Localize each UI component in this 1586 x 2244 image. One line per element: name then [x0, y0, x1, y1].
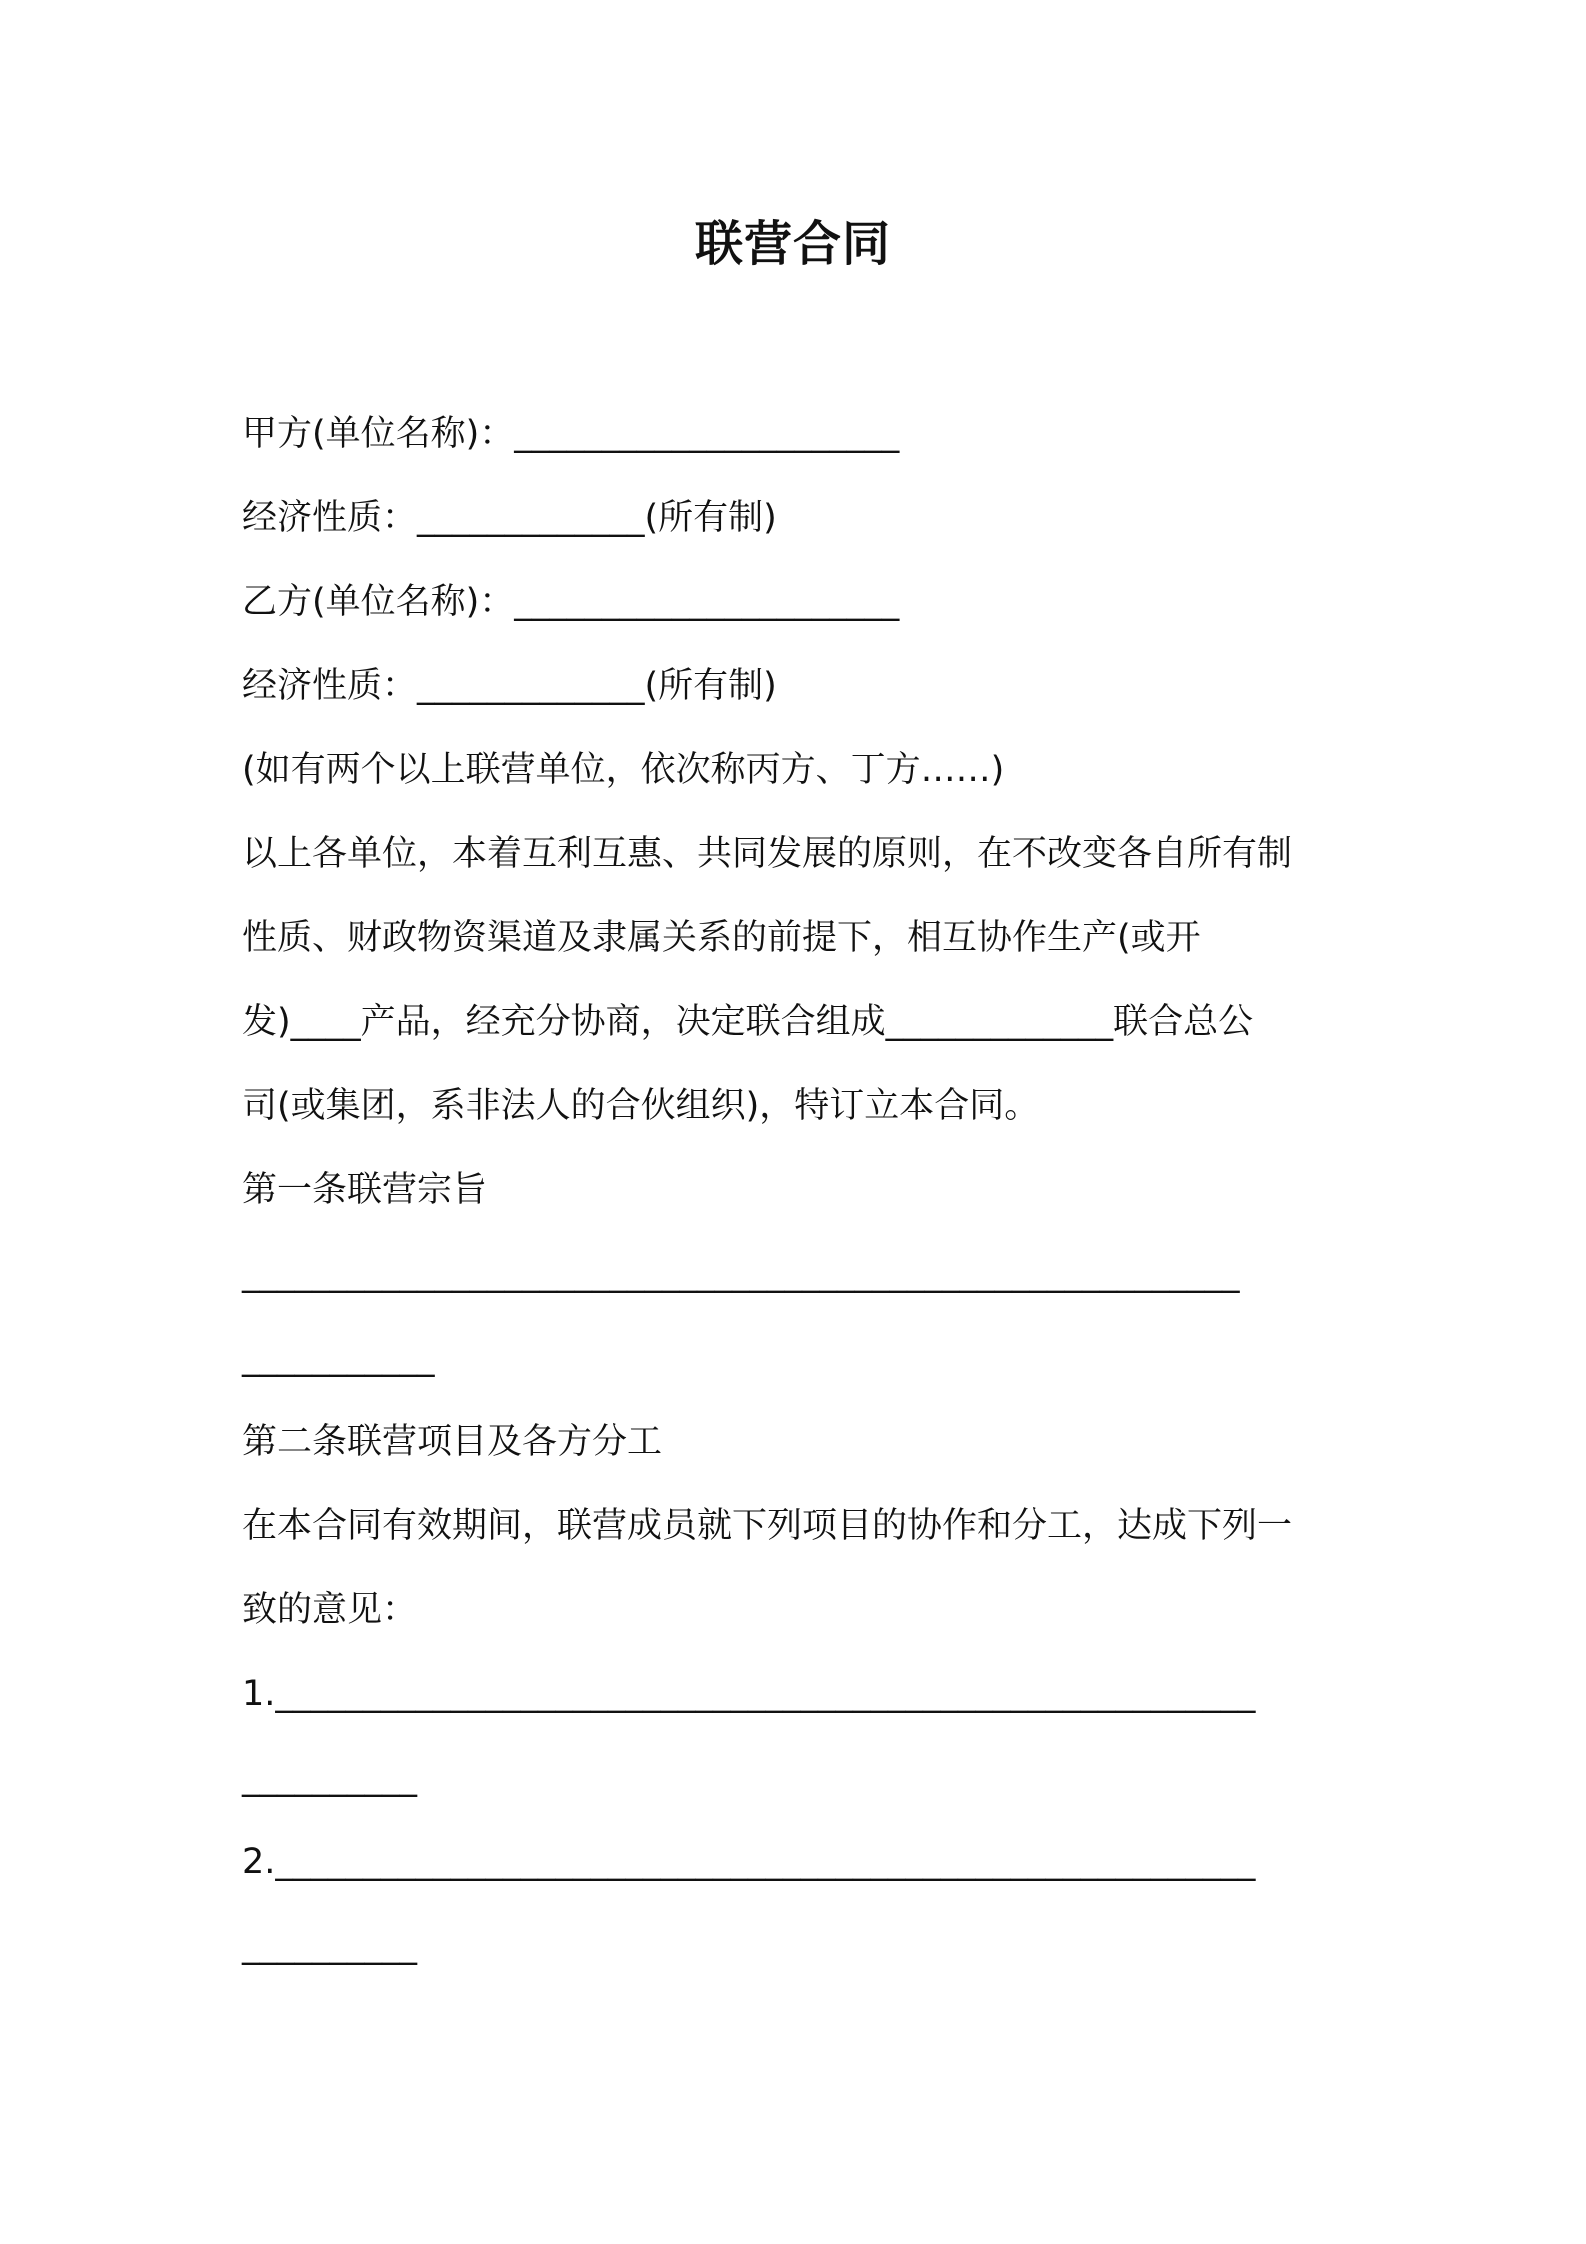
preamble-line-4: 司(或集团，系非法人的合伙组织)，特订立本合同。 — [242, 1086, 1040, 1126]
article-1-blank-line-2: ___________ — [242, 1338, 435, 1378]
article-2-heading: 第二条联营项目及各方分工 — [242, 1422, 663, 1462]
item-2-blank-line-1: 2.________________________________________________________ — [242, 1842, 1256, 1882]
article-1-heading: 第一条联营宗旨 — [242, 1170, 488, 1210]
article-2-text-line-2: 致的意见： — [242, 1590, 418, 1630]
item-1-blank-line-1: 1.________________________________________________________ — [242, 1674, 1256, 1714]
additional-parties-note: (如有两个以上联营单位，依次称丙方、丁方……) — [242, 750, 1005, 790]
document-title: 联营合同 — [694, 216, 891, 272]
party-a-name-line: 甲方(单位名称)：______________________ — [242, 414, 900, 454]
item-2-blank-line-2: __________ — [242, 1926, 417, 1966]
party-b-name-line: 乙方(单位名称)：______________________ — [242, 582, 900, 622]
party-b-ownership-line: 经济性质：_____________(所有制) — [242, 666, 777, 706]
party-a-ownership-line: 经济性质：_____________(所有制) — [242, 498, 777, 538]
item-1-blank-line-2: __________ — [242, 1758, 417, 1798]
preamble-line-2: 性质、财政物资渠道及隶属关系的前提下，相互协作生产(或开 — [242, 918, 1201, 958]
article-2-text-line-1: 在本合同有效期间，联营成员就下列项目的协作和分工，达成下列一 — [242, 1506, 1293, 1546]
article-1-blank-line-1: _________________________________________________________ — [242, 1254, 1240, 1294]
preamble-line-3: 发)____产品，经充分协商，决定联合组成_____________联合总公 — [242, 1002, 1254, 1042]
preamble-line-1: 以上各单位，本着互利互惠、共同发展的原则，在不改变各自所有制 — [242, 834, 1293, 874]
